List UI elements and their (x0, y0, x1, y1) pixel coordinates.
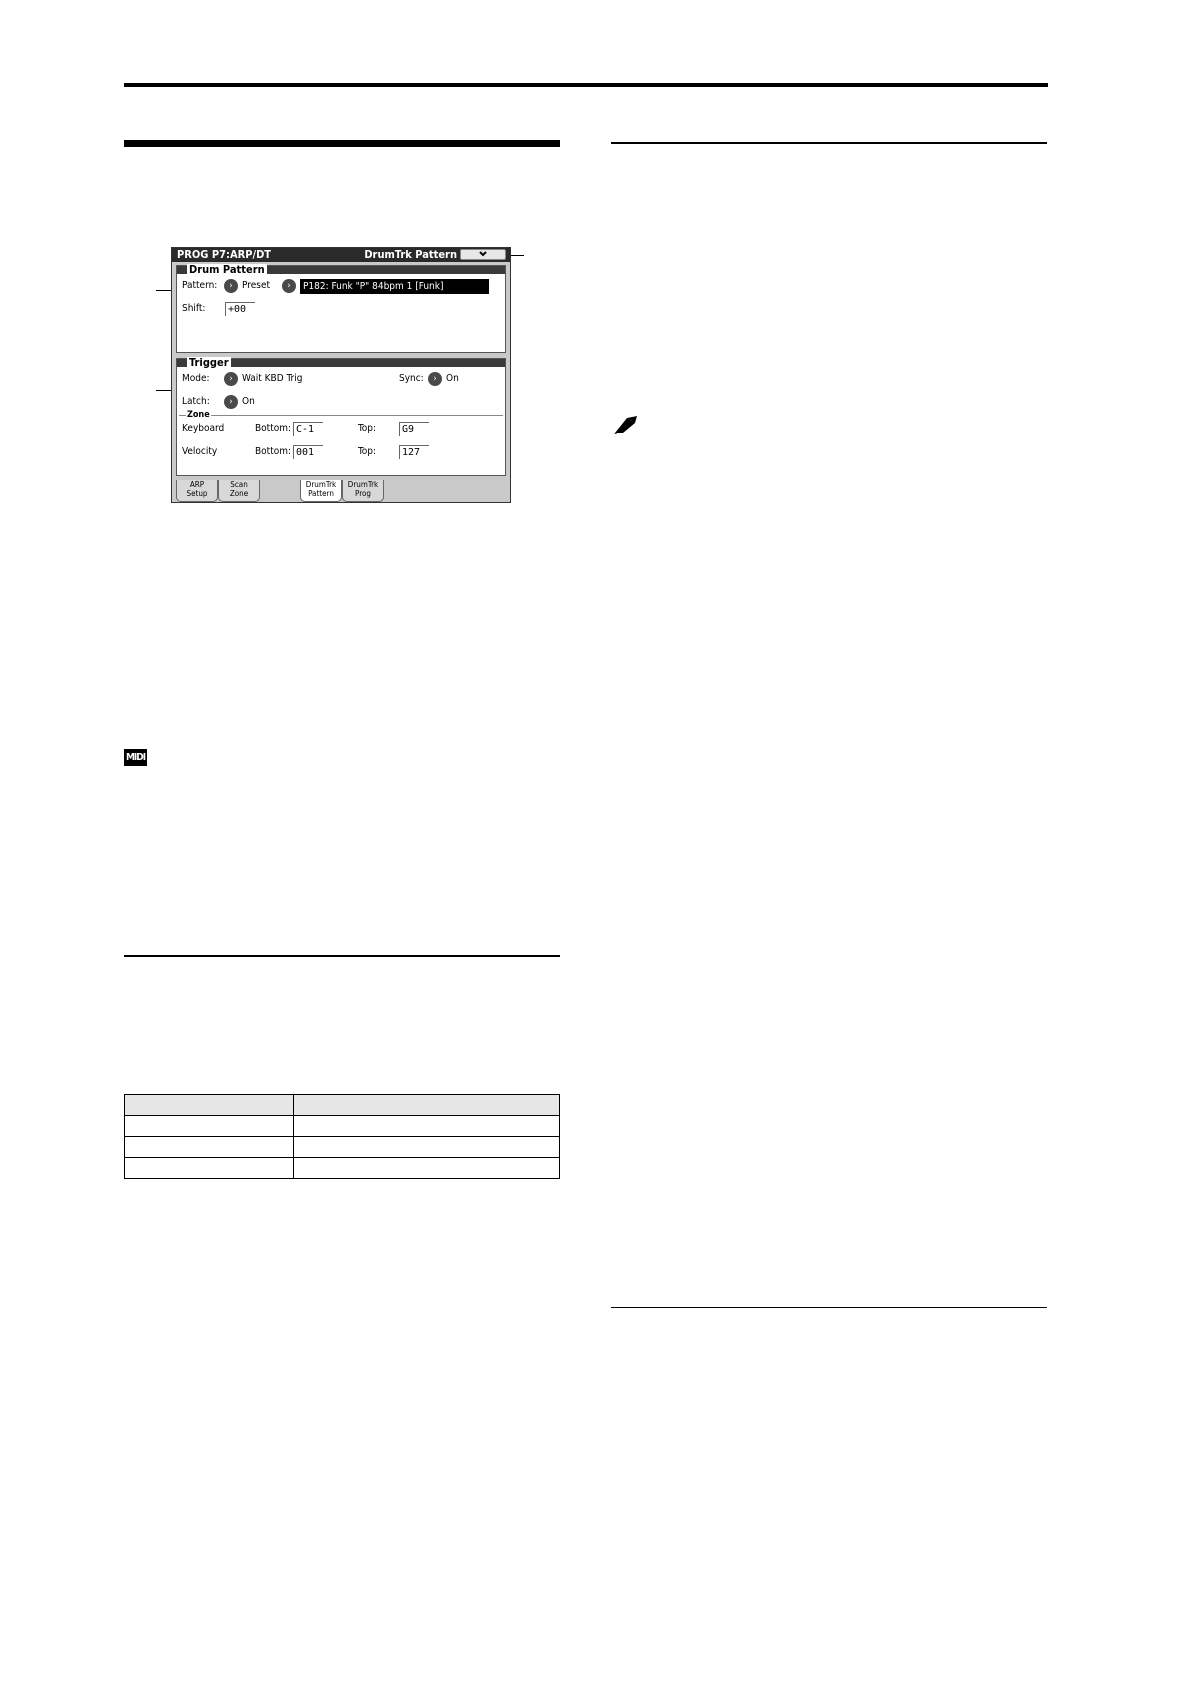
mode-popup-button[interactable]: › (224, 372, 238, 386)
shift-label: Shift: (182, 303, 206, 314)
table-cell (294, 1116, 560, 1137)
latch-popup-button[interactable]: › (224, 395, 238, 409)
zone-group (179, 415, 503, 416)
table-row (125, 1116, 560, 1137)
zone-label: Zone (187, 410, 210, 420)
keyboard-top-field[interactable]: G9 (399, 422, 429, 436)
sync-value[interactable]: On (446, 373, 459, 384)
table-cell (125, 1137, 294, 1158)
midi-badge-icon: MIDI (124, 749, 147, 766)
sync-label: Sync: (399, 373, 424, 384)
page-top-rule (124, 83, 1048, 87)
keyboard-bottom-label: Bottom: (255, 423, 292, 434)
chevron-down-icon (478, 250, 488, 258)
data-table (124, 1094, 560, 1179)
trigger-header (177, 356, 505, 369)
mode-value[interactable]: Wait KBD Trig (242, 373, 303, 384)
drum-pattern-header (177, 263, 505, 276)
page-menu-button[interactable] (460, 249, 506, 260)
table-row (125, 1137, 560, 1158)
velocity-top-label: Top: (358, 446, 377, 457)
drum-pattern-header-label: Drum Pattern (189, 263, 265, 276)
table-cell (125, 1116, 294, 1137)
page-subtitle: DrumTrk Pattern (364, 248, 457, 261)
latch-label: Latch: (182, 396, 210, 407)
latch-value[interactable]: On (242, 396, 255, 407)
pattern-name-field[interactable]: P182: Funk "P" 84bpm 1 [Funk] (300, 279, 489, 294)
pattern-label: Pattern: (182, 280, 218, 291)
mode-label: Mode: (182, 373, 210, 384)
section-heading-rule-left (124, 140, 560, 147)
tab-drumtrk-prog[interactable]: DrumTrk Prog (342, 480, 384, 502)
trigger-header-label: Trigger (189, 356, 229, 369)
subsection-rule-right (611, 1307, 1047, 1308)
velocity-bottom-field[interactable]: 001 (293, 445, 323, 459)
table-cell (125, 1095, 294, 1116)
keyboard-top-label: Top: (358, 423, 377, 434)
table-cell (294, 1095, 560, 1116)
section-heading-rule-right (611, 142, 1047, 144)
drum-pattern-panel (176, 265, 506, 353)
page-title: PROG P7:ARP/DT (177, 248, 272, 261)
tab-arp-setup[interactable]: ARP Setup (176, 480, 218, 502)
pattern-bank-value[interactable]: Preset (242, 280, 271, 291)
pattern-select-popup-button[interactable]: › (282, 279, 296, 293)
tab-drumtrk-pattern[interactable]: DrumTrk Pattern (300, 480, 342, 502)
table-header-row (125, 1095, 560, 1116)
page-title-bar (172, 248, 510, 262)
table-cell (294, 1158, 560, 1179)
velocity-bottom-label: Bottom: (255, 446, 292, 457)
table-row (125, 1158, 560, 1179)
velocity-label: Velocity (182, 446, 218, 457)
velocity-top-field[interactable]: 127 (399, 445, 429, 459)
subsection-rule-left (124, 955, 560, 957)
keyboard-bottom-field[interactable]: C-1 (293, 422, 323, 436)
pattern-bank-popup-button[interactable]: › (224, 279, 238, 293)
tab-scan-zone[interactable]: Scan Zone (218, 480, 260, 502)
keyboard-label: Keyboard (182, 423, 225, 434)
lcd-screen (171, 247, 511, 503)
caution-icon (613, 415, 639, 435)
table-cell (125, 1158, 294, 1179)
sync-popup-button[interactable]: › (428, 372, 442, 386)
trigger-panel (176, 358, 506, 476)
shift-value-field[interactable]: +00 (225, 302, 255, 316)
table-cell (294, 1137, 560, 1158)
